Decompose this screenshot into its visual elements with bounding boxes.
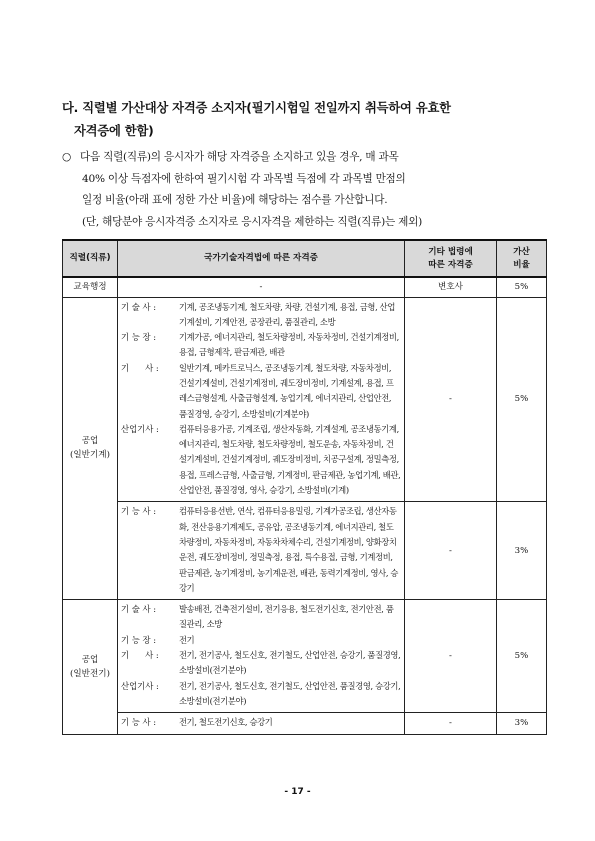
license-list-cell bbox=[118, 297, 405, 502]
rate-cell: 3% bbox=[497, 502, 547, 600]
series-cell: 공업 (일반기계) bbox=[63, 297, 118, 600]
paragraph-line: 일정 비율(아래 표에 정한 가산 비율)에 해당하는 점수를 가산합니다. bbox=[82, 194, 388, 206]
license-entry: 산업기사 : 전기, 전기공사, 철도신호, 전기철도, 산업안전, 품질경영, 승강기, 소방설비(전기분야) bbox=[121, 680, 401, 706]
license-cell: - bbox=[118, 277, 405, 297]
license-list-cell bbox=[118, 502, 405, 600]
other-license-cell: - bbox=[405, 502, 497, 600]
license-entry: 기 능 사 : 전기, 철도전기신호, 승강기 bbox=[121, 717, 273, 728]
page-number: - 17 - bbox=[284, 787, 311, 797]
section-heading-line2: 자격증에 한함) bbox=[74, 124, 154, 138]
header-bonus-rate: 가산 비율 bbox=[497, 240, 547, 277]
rate-cell: 3% bbox=[497, 713, 547, 734]
other-license-cell: - bbox=[405, 297, 497, 502]
table-row bbox=[63, 600, 547, 713]
license-entry: 기 술 사 : 기계, 공조냉동기계, 철도차량, 차량, 건설기계, 용접, 금형, 산업기계설비, 기계안전, 공장관리, 품질관리, 소방 bbox=[121, 301, 395, 327]
license-entry: 기 사 : 전기, 전기공사, 철도신호, 전기철도, 산업안전, 승강기, 품질경영, 소방설비(전기분야) bbox=[121, 650, 401, 676]
table-row bbox=[63, 713, 547, 734]
other-license-cell: - bbox=[405, 600, 497, 713]
license-entry: 기 능 장 : 기계가공, 에너지관리, 철도차량정비, 자동차정비, 건설기계정비, 용접, 금형제작, 판금제관, 배관 bbox=[121, 332, 399, 358]
other-license-cell: 변호사 bbox=[405, 277, 497, 297]
license-entry: 기 능 사 : 컴퓨터응용선반, 연삭, 컴퓨터응용밀링, 기계가공조립, 생산자동화, 전산응용기계제도, 공유압, 공조냉동기계, 에너지관리, 철도차량정비, 자동차정비, 자동차차체수리, 건설기계정비, 양화장치운전, 궤도장비정비, 정밀측정, 용접, 특수용접, 금형, 기계정비, 판금제관, 농기계정비, 농기계운전, 배관, 동력기계정비, 영사, 승강기 bbox=[121, 506, 399, 593]
series-cell: 교육행정 bbox=[63, 277, 118, 297]
paragraph-line: 다음 직렬(직류)의 응시자가 해당 자격증을 소지하고 있을 경우, 매 과목 bbox=[80, 151, 399, 163]
rate-cell: 5% bbox=[497, 277, 547, 297]
intro-paragraph bbox=[62, 147, 544, 233]
table-header-row bbox=[63, 240, 547, 277]
bullet-circle-icon: ○ bbox=[62, 151, 71, 163]
table-row bbox=[63, 502, 547, 600]
series-cell: 공업 (일반전기) bbox=[63, 600, 118, 734]
paragraph-line: 40% 이상 득점자에 한하여 필기시험 각 과목별 득점에 각 과목별 만점의 bbox=[82, 172, 406, 185]
other-license-cell: - bbox=[405, 713, 497, 734]
rate-cell: 5% bbox=[497, 297, 547, 502]
header-series: 직렬(직류) bbox=[63, 240, 118, 277]
license-entry: 산업기사 : 컴퓨터응용가공, 기계조립, 생산자동화, 기계설계, 공조냉동기계, 에너지관리, 철도차량, 철도차량정비, 철도운송, 자동차정비, 건설기계설비, 건설기계정비, 궤도장비정비, 치공구설계, 정밀측정, 용접, 프레스금형, 사출금형, 기계정비, 판금제관, 농업기계, 배관, 산업안전, 품질경영, 영사, 승강기, 소방설비(기계) bbox=[121, 423, 401, 496]
license-entry: 기 능 장 : 전기 bbox=[121, 634, 195, 645]
license-entry: 기 술 사 : 발송배전, 건축전기설비, 전기응용, 철도전기신호, 전기안전, 품질관리, 소방 bbox=[121, 604, 394, 630]
license-list-cell bbox=[118, 600, 405, 713]
bonus-license-table bbox=[62, 239, 547, 735]
license-list-cell bbox=[118, 713, 405, 734]
license-entry: 기 사 : 일반기계, 메카트로닉스, 공조냉동기계, 철도차량, 자동차정비, 건설기계설비, 건설기계정비, 궤도장비정비, 기계설계, 용접, 프레스금형설계, 사출금형설계, 농업기계, 에너지관리, 산업안전, 품질경영, 승강기, 소방설비(기계분야) bbox=[121, 362, 394, 419]
paragraph-line: (단, 해당분야 응시자격증 소지자로 응시자격을 제한하는 직렬(직류)는 제외) bbox=[82, 215, 422, 228]
section-heading-line1: 다. 직렬별 가산대상 자격증 소지자(필기시험일 전일까지 취득하여 유효한 bbox=[62, 101, 451, 115]
header-national-license: 국가기술자격법에 따른 자격증 bbox=[118, 240, 405, 277]
header-other-license: 기타 법령에 따른 자격증 bbox=[405, 240, 497, 277]
table-row bbox=[63, 277, 547, 297]
table-row bbox=[63, 297, 547, 502]
section-heading bbox=[62, 97, 552, 143]
rate-cell: 5% bbox=[497, 600, 547, 713]
